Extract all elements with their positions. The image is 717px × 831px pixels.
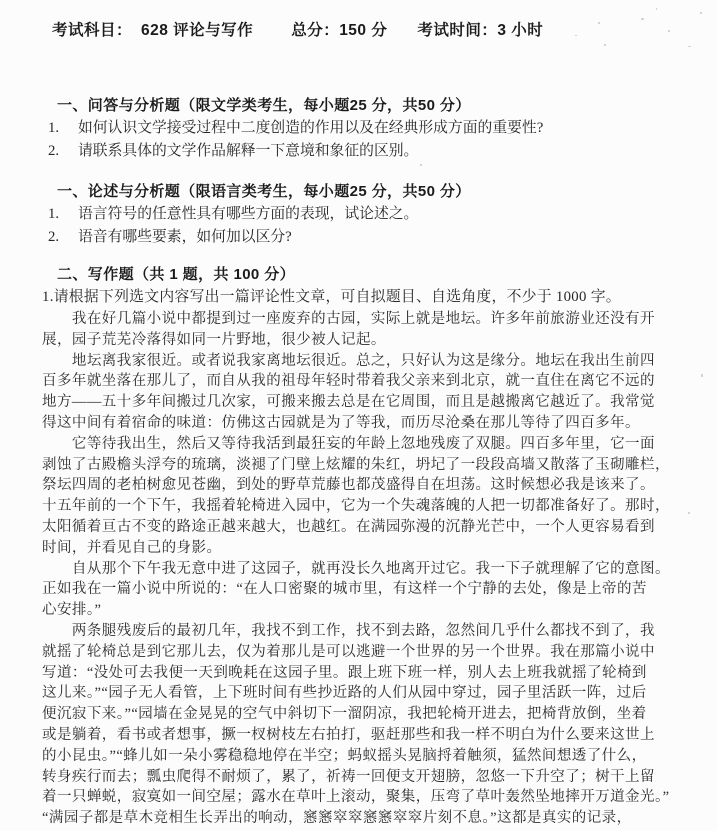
question-number: 1.: [48, 120, 60, 136]
question-number: 2.: [48, 143, 60, 159]
essay-line: 展，园子荒芜冷落得如同一片野地，很少被人记起。: [42, 331, 386, 348]
essay-line: 得这中间有着宿命的味道：仿佛这古园就是为了等我，而历尽沧桑在那儿等待了四百多年。: [42, 414, 640, 431]
essay-line: 的小昆虫。”“蜂儿如一朵小雾稳稳地停在半空；蚂蚁摇头晃脑捋着触须，猛然间想透了什么，: [42, 747, 647, 764]
question-text: 请联系具体的文学作品解释一下意境和象征的区别。: [78, 143, 419, 159]
essay-line: 自从那个下午我无意中进了这园子，就再没长久地离开过它。我一下子就理解了它的意图。: [42, 560, 670, 577]
essay-line: 百多年就坐落在那儿了，而自从我的祖母年轻时带着我父亲来到北京，就一直住在离它不远的: [42, 373, 655, 390]
question-text: 语音有哪些要素，如何加以区分?: [78, 229, 292, 245]
section-qa-literature: [42, 94, 695, 163]
section-title: 一、问答与分析题（限文学类考生，每小题25 分，共50 分）: [57, 97, 471, 114]
question-item: [48, 140, 695, 163]
question-text: 语言符号的任意性具有哪些方面的表现，试论述之。: [78, 206, 419, 222]
exam-total-score: 总分：150 分: [291, 22, 388, 39]
question-number: 1.: [48, 206, 60, 222]
essay-line: 祭坛四周的老柏树愈见苍幽，到处的野草荒藤也都茂盛得自在坦荡。这时候想必我是该来了。: [42, 477, 655, 494]
essay-line: 这儿来。”“园子无人看管，上下班时间有些抄近路的人们从园中穿过，园子里活跃一阵，过后: [42, 685, 647, 702]
essay-line: 或是躺着，看书或者想事，撅一杈树枝左右拍打，驱赶那些和我一样不明白为什么要来这世上: [42, 726, 655, 743]
essay-line: 太阳循着亘古不变的路途正越来越大，也越红。在满园弥漫的沉静光芒中，一个人更容易看到: [42, 518, 655, 535]
essay-line: “满园子都是草木竞相生长弄出的响动，窸窸窣窣窸窸窣窣片刻不息。”这都是真实的记录，: [42, 810, 632, 827]
question-item: [48, 117, 695, 140]
essay-instruction: 1.请根据下列选文内容写出一篇评论性文章，可自拟题目、自选角度，不少于 1000 字。: [42, 289, 621, 305]
essay-line: 写道：“没处可去我便一天到晚耗在这园子里。跟上班下班一样，别人去上班我就摇了轮椅到: [42, 664, 647, 681]
essay-line: 剥蚀了古殿檐头浮夸的琉璃，淡褪了门壁上炫耀的朱红，坍圮了一段段高墙又散落了玉砌雕栏，: [42, 456, 670, 473]
essay-excerpt: [42, 309, 695, 829]
question-number: 2.: [48, 229, 60, 245]
exam-header: [52, 18, 695, 40]
question-item: [48, 226, 695, 249]
exam-subject-label: 考试科目：: [52, 22, 133, 39]
question-text: 如何认识文学接受过程中二度创造的作用以及在经典形成方面的重要性?: [78, 120, 544, 136]
essay-line: 十五年前的一个下午，我摇着轮椅进入园中，它为一个失魂落魄的人把一切都准备好了。那时，: [42, 498, 670, 515]
essay-line: 正如我在一篇小说中所说的：“在人口密聚的城市里，有这样一个宁静的去处，像是上帝的苦: [42, 581, 647, 598]
essay-line: 转身疾行而去；瓢虫爬得不耐烦了，累了，祈祷一回便支开翅膀，忽悠一下升空了；树干上留: [42, 768, 655, 785]
section-writing: [42, 263, 695, 829]
section-title: 一、论述与分析题（限语言类考生，每小题25 分，共50 分）: [57, 183, 471, 200]
essay-line: 着一只蝉蜕，寂寞如一间空屋；露水在草叶上滚动，聚集，压弯了草叶轰然坠地摔开万道金光。”: [42, 789, 670, 806]
exam-subject-value: 628 评论与写作: [141, 22, 254, 39]
essay-line: 时间，并看见自己的身影。: [42, 539, 222, 556]
essay-line: 地坛离我家很近。或者说我家离地坛很近。总之，只好认为这是缘分。地坛在我出生前四: [42, 352, 655, 369]
essay-line: 两条腿残废后的最初几年，我找不到工作，找不到去路，忽然间几乎什么都找不到了，我: [42, 622, 655, 639]
essay-line: 它等待我出生，然后又等待我活到最狂妄的年龄上忽地残废了双腿。四百多年里，它一面: [42, 435, 655, 452]
essay-line: 地方——五十多年间搬过几次家，可搬来搬去总是在它周围，而且是越搬离它越近了。我常觉: [42, 394, 655, 411]
essay-line: 就摇了轮椅总是到它那儿去，仅为着那儿是可以逃避一个世界的另一个世界。我在那篇小说中: [42, 643, 655, 660]
essay-line: 心安排。”: [42, 602, 102, 619]
essay-line: 便沉寂下来。”“园墙在金晃晃的空气中斜切下一溜阴凉，我把轮椅开进去，把椅背放倒，坐着: [42, 706, 647, 723]
section-essay-linguistics: [42, 180, 695, 249]
question-item: [48, 203, 695, 226]
exam-duration: 考试时间：3 小时: [417, 22, 544, 39]
essay-line: 我在好几篇小说中都提到过一座废弃的古园，实际上就是地坛。许多年前旅游业还没有开: [42, 311, 655, 327]
section-title: 二、写作题（共 1 题，共 100 分）: [57, 266, 296, 283]
